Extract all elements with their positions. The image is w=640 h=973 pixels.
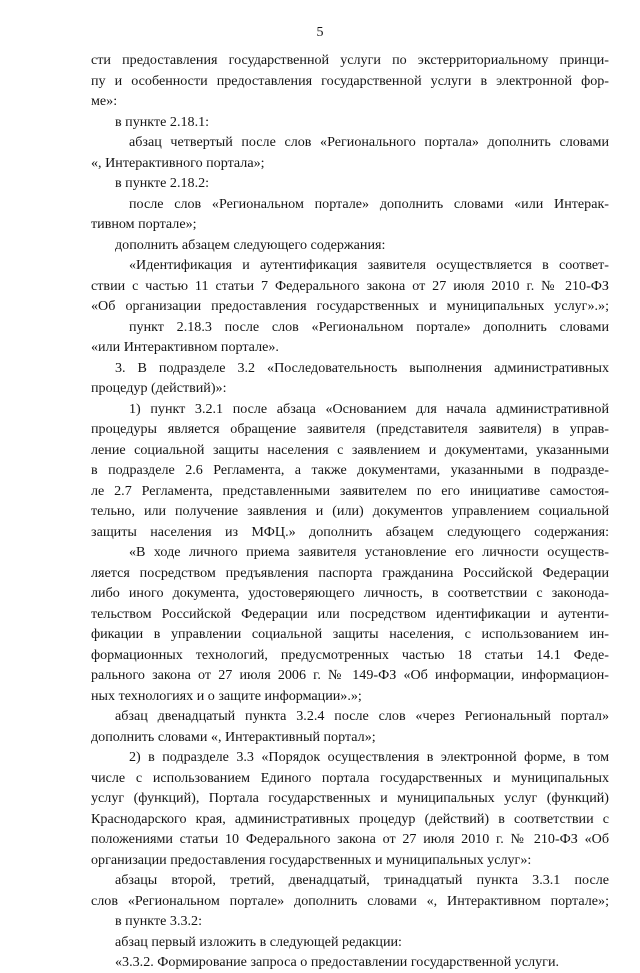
text-line: 3. В подразделе 3.2 «Последовательность выполнения административных [115,359,609,376]
text-line: либо иного документа, удостоверяющего личность, в соответствии с законода- [91,585,609,601]
body-text [91,50,609,973]
text-line: абзац четвертый после слов «Регионального портала» дополнить словами [129,134,609,150]
text-line: ных технологиях и о защите информации».»; [91,687,362,704]
text-line: рального закона от 27 июля 2006 г. № 149-ФЗ «Об информации, информацион- [91,667,609,683]
text-line: защиты населения из МФЦ.» дополнить абзацем следующего содержания: [91,523,609,540]
text-line: числе с использованием Единого портала государственных и муниципальных [91,769,609,786]
text-line: абзац двенадцатый пункта 3.2.4 после слов «через Региональный портал» [115,708,609,724]
text-line: абзацы второй, третий, двенадцатый, тринадцатый пункта 3.3.1 после [115,872,609,888]
text-line: пу и особенности предоставления государственной услуги в электронной фор- [91,72,609,89]
text-line: после слов «Региональном портале» дополнить словами «или Интерак- [129,195,609,212]
text-line: «Идентификация и аутентификация заявителя осуществляется в соответ- [129,257,609,273]
text-line: положениями статьи 10 Федерального закона от 27 июля 2010 г. № 210-ФЗ «Об [91,831,609,847]
text-line: процедур (действий)»: [91,380,227,396]
text-line: в пункте 3.3.2: [115,913,203,929]
text-line: процедуры является обращение заявителя (представителя заявителя) в управ- [91,421,609,437]
text-line: тивном портале»; [91,216,197,232]
page-number: 5 [316,25,324,40]
text-line: сти предоставления государственной услуги по экстерриториальному принци- [91,52,609,68]
text-line: тельством Российской Федерации или посредством идентификации и аутенти- [91,605,609,622]
text-line: абзац первый изложить в следующей редакции: [115,933,402,950]
text-line: услуг (функций), Портала государственных и муниципальных услуг (функций) [91,790,609,806]
text-line: ляется посредством предъявления паспорта гражданина Российской Федерации [91,564,609,581]
text-line: дополнить абзацем следующего содержания: [115,236,386,253]
text-line: фикации в управлении социальной защиты населения, с использованием ин- [91,626,609,642]
text-line: ление социальной защиты населения с заявлением и документами, указанными [91,441,609,458]
text-line: в пункте 2.18.2: [115,175,210,191]
text-line: 2) в подразделе 3.3 «Порядок осуществления в электронной форме, в том [129,749,609,765]
text-line: «, Интерактивного портала»; [91,154,265,171]
text-line: 1) пункт 3.2.1 после абзаца «Основанием для начала административной [129,400,609,417]
text-line: в пункте 2.18.1: [115,113,210,130]
text-line: формационных технологий, предусмотренных частью 18 статьи 14.1 Феде- [91,646,609,663]
text-line: в подразделе 2.6 Регламента, а также документами, указанными в подразде- [91,462,609,478]
text-line: слов «Региональном портале» дополнить словами «, Интерактивном портале»; [91,892,609,909]
text-line: ствии с частью 11 статьи 7 Федерального закона от 27 июля 2010 г. № 210-ФЗ [91,277,609,294]
text-line: дополнить словами «, Интерактивный портал»; [91,728,376,745]
text-line: организации предоставления государственных и муниципальных услуг»: [91,851,532,868]
text-line: «Об организации предоставления государственных и муниципальных услуг».»; [91,298,609,314]
text-line: ме»: [91,93,118,109]
text-line: тельно, или получение заявления и (или) документов управлением социальной [91,503,609,519]
text-line: «3.3.2. Формирование запроса о предоставлении государственной услуги. [115,954,560,970]
text-line: Краснодарского края, административных процедур (действий) в соответствии с [91,810,609,827]
text-line: ле 2.7 Регламента, представленными заявителем по его инициативе самостоя- [91,482,609,499]
text-line: пункт 2.18.3 после слов «Региональном портале» дополнить словами [129,318,609,335]
text-line: «В ходе личного приема заявителя установление его личности осуществ- [129,544,609,560]
text-line: «или Интерактивном портале». [91,339,279,355]
